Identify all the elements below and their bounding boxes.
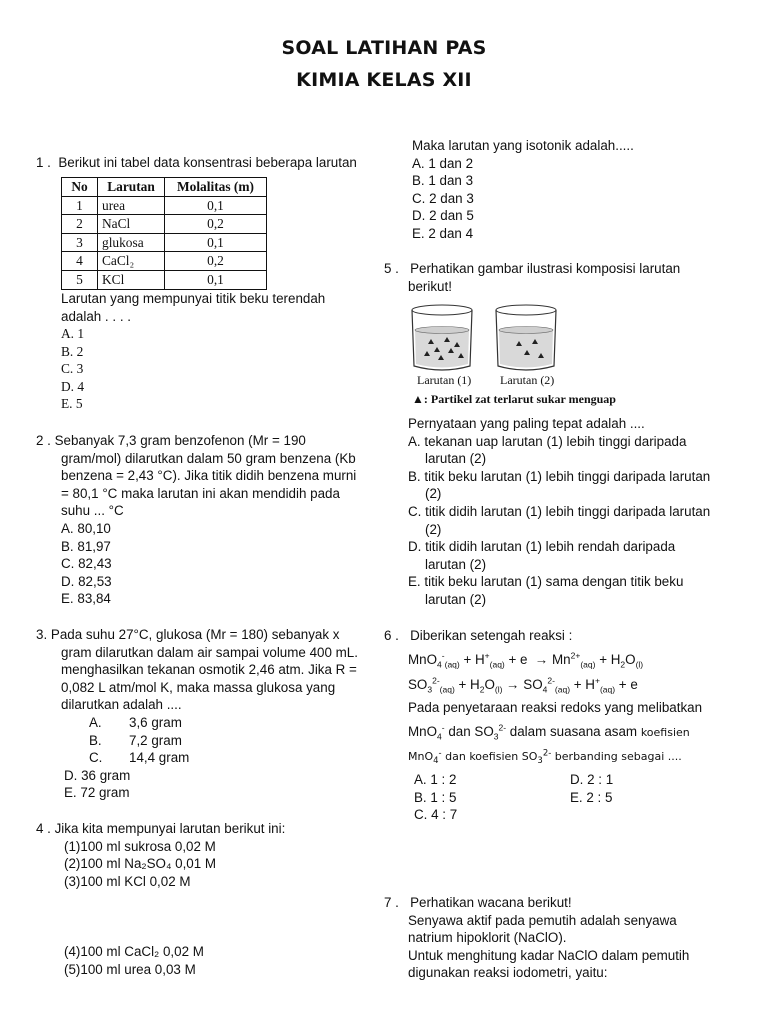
option-text: 7,2 gram	[129, 732, 182, 748]
table-row	[62, 196, 267, 215]
table-cell: 5	[62, 270, 98, 289]
question-text: dalam suasana asam	[509, 724, 638, 739]
table-cell: urea	[98, 196, 165, 215]
question-number: 7 .	[384, 895, 399, 910]
question-6-options-left	[414, 771, 457, 824]
triangle-icon: ▲	[412, 392, 424, 406]
question-text: Perhatikan wacana berikut!	[410, 895, 572, 910]
option-d[interactable]: D. 2 dan 5	[412, 208, 474, 224]
table-row	[62, 270, 267, 289]
table-cell: 2	[62, 215, 98, 234]
page-subtitle: KIMIA KELAS XII	[296, 69, 472, 91]
option-b[interactable]: B. titik beku larutan (1) lebih tinggi daripada larutan	[408, 468, 711, 484]
option-e-cont: larutan (2)	[425, 591, 487, 607]
option-c[interactable]: C. 4 : 7	[414, 807, 458, 823]
question-1-prompt	[61, 290, 325, 325]
option-d[interactable]: D. 36 gram	[64, 767, 131, 783]
table-row	[62, 233, 267, 252]
table-cell: NaCl	[98, 215, 165, 234]
option-text: 3,6 gram	[129, 714, 182, 730]
option-d-cont: larutan (2)	[425, 556, 487, 572]
option-letter: C.	[89, 750, 103, 766]
question-text: suhu ... °C	[61, 503, 124, 519]
option-d[interactable]: D. 2 : 1	[570, 772, 614, 787]
question-6-prompt-2: MnO$_4$- dan $SO_3^{2-}$ dalam suasana asam koefisien	[408, 722, 690, 742]
question-text: Senyawa aktif pada pemutih adalah senyawa	[408, 912, 677, 928]
question-number: 1 .	[36, 155, 51, 170]
option-a[interactable]: A. 1 dan 2	[412, 155, 474, 171]
question-text: menghasilkan tekanan osmotik 2,46 atm. Jika R =	[61, 662, 357, 678]
question-text: 0,082 L atm/mol K, maka massa glukosa yang	[61, 679, 336, 695]
option-c[interactable]: C. 2 dan 3	[412, 190, 474, 206]
option-e[interactable]: E. 72 gram	[64, 785, 130, 801]
question-1	[36, 154, 357, 172]
list-item: (3)100 ml KCl 0,02 M	[64, 873, 191, 889]
option-b[interactable]: B. 2	[61, 343, 84, 359]
question-text: 3. Pada suhu 27°C, glukosa (Mr = 180) sebanyak x	[36, 627, 340, 642]
option-a[interactable]: A. 1 : 2	[414, 772, 457, 787]
option-b[interactable]: B. 1 dan 3	[412, 173, 474, 189]
option-e[interactable]: E. 83,84	[61, 591, 111, 607]
option-c[interactable]: C. 3	[61, 361, 84, 377]
table-header: No	[62, 178, 98, 197]
option-c[interactable]	[36, 749, 358, 767]
question-text: berikut!	[408, 278, 452, 294]
question-text: berbanding sebagai ....	[554, 750, 682, 763]
option-a-cont: larutan (2)	[425, 451, 487, 467]
option-a[interactable]: A. 1	[61, 326, 85, 341]
question-text: Pernyataan yang paling tepat adalah ....	[408, 416, 645, 431]
option-b[interactable]: B. 1 : 5	[414, 789, 457, 805]
table-cell: 1	[62, 196, 98, 215]
table-cell: 0,1	[165, 233, 267, 252]
option-d[interactable]: D. 82,53	[61, 573, 112, 589]
legend-text: : Partikel zat terlarut sukar menguap	[423, 392, 616, 406]
beaker-2-icon	[496, 305, 556, 370]
option-e[interactable]: E. titik beku larutan (1) sama dengan titik beku	[408, 574, 684, 590]
question-text: benzena = 2,43 °C). Jika titik didih benzena murni	[61, 468, 357, 484]
question-number: 5 .	[384, 261, 399, 276]
table-cell: glukosa	[98, 233, 165, 252]
option-c[interactable]: C. 82,43	[61, 556, 112, 572]
half-reaction-1: $MnO_4^-_{(aq)} + H^+_{(aq)} + e \to Mn^{2+}_{(aq)} + H_2O_{(l)}$	[408, 650, 644, 670]
question-text: koefisien	[640, 726, 690, 739]
option-a[interactable]: A. tekanan uap larutan (1) lebih tinggi daripada	[408, 433, 687, 449]
question-text: adalah . . . .	[61, 308, 131, 324]
option-text: 14,4 gram	[129, 750, 190, 766]
table-header: Molalitas (m)	[165, 178, 267, 197]
half-reaction-2: $SO_3^{2-}_{(aq)} + H_2O_{(l)} \to SO_4^{2-}_{(aq)} + H^+_{(aq)} + e$	[408, 675, 638, 695]
question-4-continued	[64, 943, 204, 978]
question-text: gram dilarutkan dalam air sampai volume 400 mL.	[61, 644, 358, 660]
option-a[interactable]	[36, 714, 358, 732]
question-4-answer	[412, 137, 634, 243]
option-e[interactable]: E. 5	[61, 396, 83, 412]
option-c-cont: (2)	[425, 521, 442, 537]
question-2	[36, 432, 356, 608]
question-5-options	[408, 415, 710, 609]
table-header: Larutan	[98, 178, 165, 197]
table-cell: 4	[62, 252, 98, 271]
question-3	[36, 626, 358, 802]
concentration-table	[61, 177, 267, 290]
table-row	[62, 215, 267, 234]
beaker-2-label: Larutan (2)	[500, 373, 555, 387]
question-text: dilarutkan adalah ....	[61, 697, 182, 713]
option-b[interactable]: B. 81,97	[61, 538, 111, 554]
table-cell: 0,2	[165, 215, 267, 234]
option-b-cont: (2)	[425, 486, 442, 502]
option-e[interactable]: E. 2 : 5	[570, 789, 613, 805]
question-text: Pada penyetaraan reaksi redoks yang melibatkan	[408, 700, 703, 715]
beaker-1-icon	[412, 305, 472, 370]
particle-legend	[412, 391, 616, 409]
table-cell: 0,1	[165, 270, 267, 289]
table-cell: 0,2	[165, 252, 267, 271]
question-text: Maka larutan yang isotonik adalah.....	[412, 138, 634, 153]
table-cell: 3	[62, 233, 98, 252]
question-5	[384, 260, 680, 295]
question-6-options-right	[570, 771, 613, 806]
question-text: Perhatikan gambar ilustrasi komposisi larutan	[410, 261, 681, 276]
list-item: (4)100 ml CaCl₂ 0,02 M	[64, 944, 204, 959]
list-item: (5)100 ml urea 0,03 M	[64, 961, 196, 977]
option-a[interactable]: A. 80,10	[61, 520, 111, 536]
option-d[interactable]: D. titik didih larutan (1) lebih rendah daripada	[408, 539, 676, 555]
list-item: (1)100 ml sukrosa 0,02 M	[64, 838, 216, 854]
question-7	[384, 894, 689, 982]
question-4	[36, 820, 285, 890]
option-letter: A.	[89, 714, 102, 730]
option-b[interactable]	[36, 732, 358, 750]
option-c[interactable]: C. titik didih larutan (1) lebih tinggi daripada larutan	[408, 503, 711, 519]
question-text: 4 . Jika kita mempunyai larutan berikut ini:	[36, 821, 286, 836]
question-number: 6 .	[384, 628, 399, 643]
beaker-1-label: Larutan (1)	[417, 373, 472, 387]
page-title: SOAL LATIHAN PAS	[281, 37, 487, 59]
option-letter: B.	[89, 732, 102, 748]
question-stem: Berikut ini tabel data konsentrasi beberapa larutan	[58, 155, 357, 170]
list-item: (2)100 ml Na₂SO₄ 0,01 M	[64, 856, 217, 872]
question-text: Diberikan setengah reaksi :	[410, 628, 573, 643]
option-d[interactable]: D. 4	[61, 378, 85, 394]
table-row	[62, 252, 267, 271]
question-text: = 80,1 °C maka larutan ini akan mendidih pada	[61, 485, 340, 501]
question-text: natrium hipoklorit (NaClO).	[408, 930, 567, 946]
table-cell: CaCl₂	[98, 252, 165, 271]
question-1-options	[61, 325, 84, 413]
table-cell: KCl	[98, 270, 165, 289]
question-text: gram/mol) dilarutkan dalam 50 gram benzena (Kb	[61, 450, 356, 466]
question-text: Larutan yang mempunyai titik beku terendah	[61, 291, 326, 306]
question-text: 2 . Sebanyak 7,3 gram benzofenon (Mr = 190	[36, 433, 306, 448]
question-6-prompt	[408, 699, 702, 717]
question-6	[384, 627, 572, 645]
option-e[interactable]: E. 2 dan 4	[412, 225, 474, 241]
table-cell: 0,1	[165, 196, 267, 215]
question-text: Untuk menghitung kadar NaClO dalam pemutih	[408, 947, 690, 963]
question-6-prompt-3: MnO$_4$- dan koefisien $SO_3^{2-}$ berbanding sebagai ....	[408, 748, 682, 767]
question-text: digunakan reaksi iodometri, yaitu:	[408, 965, 608, 981]
